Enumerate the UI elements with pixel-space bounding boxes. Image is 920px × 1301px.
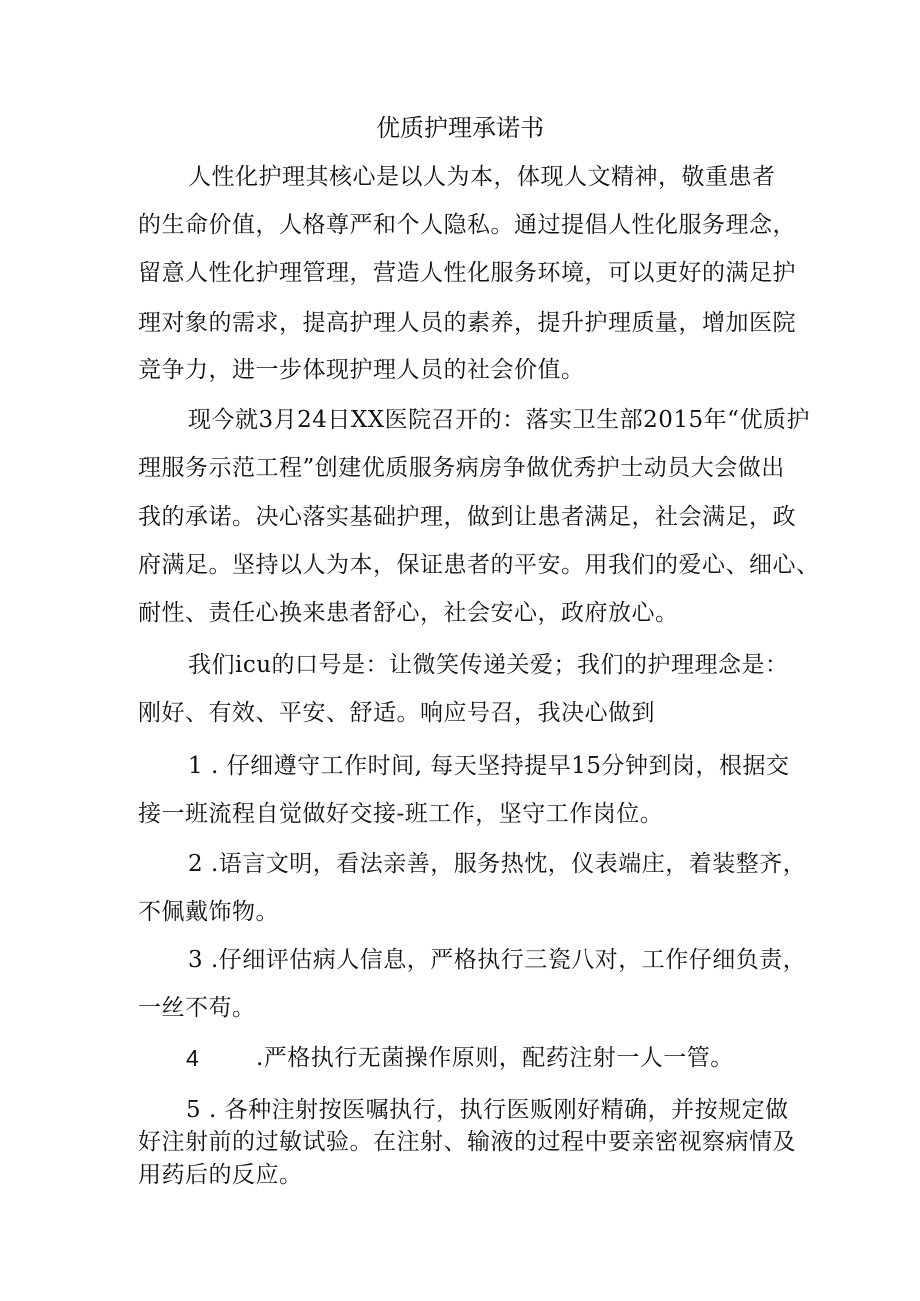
paragraph-2-line-4: 府满足。坚持以人为本，保证患者的平安。用我们的爱心、细心、: [138, 552, 820, 578]
item-5-line-1: 5 . 各种注射按医嘱执行，执行医贩刚好精确，并按规定做: [186, 1097, 789, 1123]
item-2-line-1: 2 .语言文明，看法亲善，服务热忱，仪表端庄，着装整齐，: [188, 851, 807, 877]
paragraph-2-line-5: 耐性、责任心换来患者舒心，社会安心，政府放心。: [138, 600, 679, 626]
paragraph-2-line-1: 现今就3月24日XX医院召开的：落实卫生部2015年“优质护: [188, 407, 810, 433]
item-5-line-2: 好注射前的过敏试验。在注射、输液的过程中要亲密视察病情及: [138, 1129, 796, 1155]
item-4-number: 4: [186, 1045, 199, 1071]
item-3-line-2: 一丝不苟。: [138, 995, 256, 1021]
item-3-line-1: 3 .仔细评估病人信息，严格执行三瓷八对，工作仔细负责，: [188, 947, 807, 973]
document-title: 优质护理承诺书: [376, 114, 544, 142]
item-1-line-1: 1 . 仔细遵守工作时间, 每天坚持提早15分钟到岗，根据交: [188, 753, 790, 779]
paragraph-2-line-3: 我的承诺。决心落实基础护理，做到让患者满足，社会满足，政: [138, 504, 796, 530]
paragraph-1-line-3: 留意人性化护理管理，营造人性化服务环境，可以更好的满足护: [138, 260, 796, 286]
item-5-line-3: 用药后的反应。: [138, 1162, 303, 1188]
paragraph-3-line-1: 我们icu的口号是：让微笑传递关爱；我们的护理理念是：: [188, 652, 789, 678]
paragraph-1-line-5: 竞争力，进一步体现护理人员的社会价值。: [138, 357, 585, 383]
item-1-line-2: 接一班流程自觉做好交接-班工作，坚守工作岗位。: [138, 801, 664, 827]
item-4-text: .严格执行无菌操作原则，配药注射一人一管。: [256, 1045, 734, 1071]
paragraph-3-line-2: 刚好、有效、平安、舒适。响应号召，我决心做到: [138, 700, 655, 726]
paragraph-2-line-2: 理服务示范工程”创建优质服务病房争做优秀护士动员大会做出: [138, 455, 785, 481]
paragraph-1-line-1: 人性化护理其核心是以人为本，体现人文精神，敬重患者: [188, 164, 776, 190]
paragraph-1-line-2: 的生命价值，人格尊严和个人隐私。通过提倡人性化服务理念，: [138, 212, 796, 238]
paragraph-1-line-4: 理对象的需求，提高护理人员的素养，提升护理质量，增加医院: [138, 310, 796, 336]
item-2-line-2: 不佩戴饰物。: [138, 899, 279, 925]
